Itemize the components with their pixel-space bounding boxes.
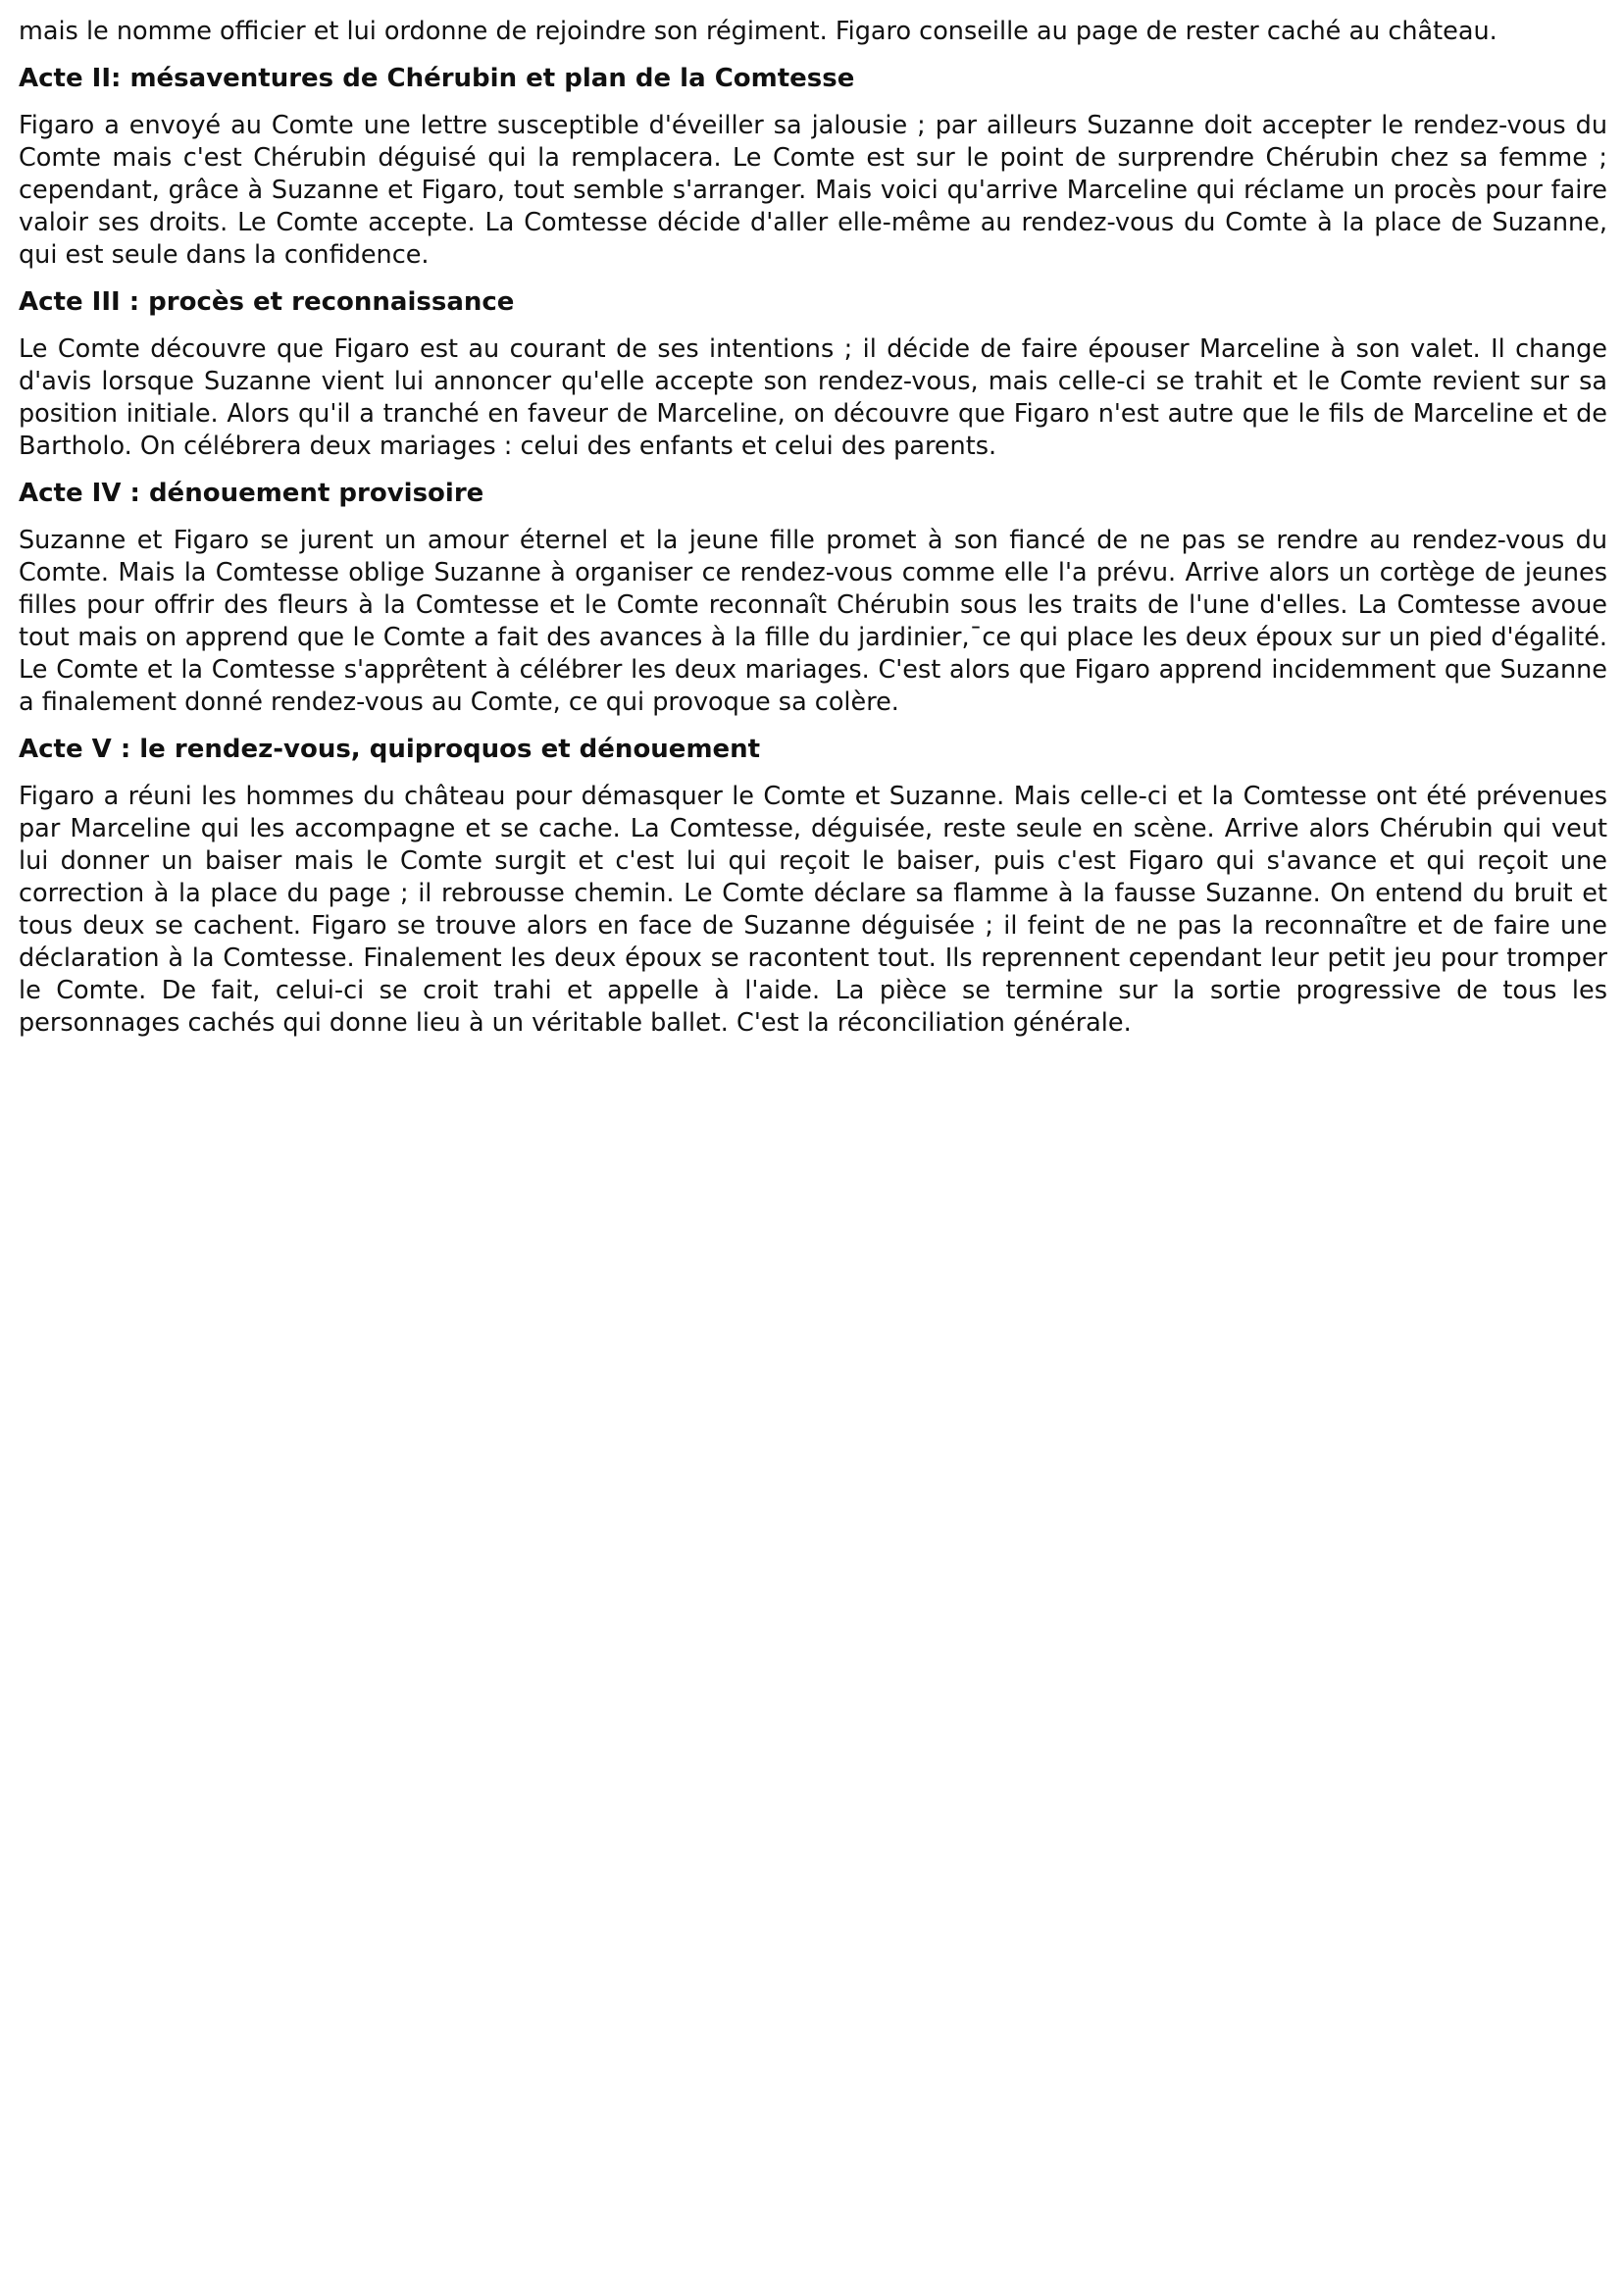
section-paragraph-acte-4: Suzanne et Figaro se jurent un amour éternel et la jeune fille promet à son fiancé de ne pas se rendre au rendez-vous du Comte. Mais la Comtesse oblige Suzanne à organiser ce rendez-vous comme elle l'a prévu. Arrive alors un cortège de jeunes filles pour offrir des fleurs à la Comtesse et le Comte reconnaît Chérubin sous les traits de l'une d'elles. La Comtesse avoue tout mais on apprend que le Comte a fait des avances à la fille du jardinier,¯ce qui place les deux époux sur un pied d'égalité. Le Comte et la Comtesse s'apprêtent à célébrer les deux mariages. C'est alors que Figaro apprend incidemment que Suzanne a finalement donné rendez-vous au Comte, ce qui provoque sa colère. [19,526,1607,717]
section-paragraph-acte-3: Le Comte découvre que Figaro est au courant de ses intentions ; il décide de faire épouser Marceline à son valet. Il change d'avis lorsque Suzanne vient lui annoncer qu'elle accepte son rendez-vous, mais celle-ci se trahit et le Comte revient sur sa position initiale. Alors qu'il a tranché en faveur de Marceline, on découvre que Figaro n'est autre que le fils de Marceline et de Bartholo. On célébrera deux mariages : celui des enfants et celui des parents. [19,334,1607,461]
section-heading-acte-5: Acte V : le rendez-vous, quiproquos et dénouement [19,735,761,764]
document-page [19,16,1607,1054]
section-paragraph-acte-5: Figaro a réuni les hommes du château pour démasquer le Comte et Suzanne. Mais celle-ci et la Comtesse ont été prévenues par Marceline qui les accompagne et se cache. La Comtesse, déguisée, reste seule en scène. Arrive alors Chérubin qui veut lui donner un baiser mais le Comte surgit et c'est lui qui reçoit le baiser, puis c'est Figaro qui s'avance et qui reçoit une correction à la place du page ; il rebrousse chemin. Le Comte déclare sa flamme à la fausse Suzanne. On entend du bruit et tous deux se cachent. Figaro se trouve alors en face de Suzanne déguisée ; il feint de ne pas la reconnaître et de faire une déclaration à la Comtesse. Finalement les deux époux se racontent tout. Ils reprennent cependant leur petit jeu pour tromper le Comte. De fait, celui-ci se croit trahi et appelle à l'aide. La pièce se termine sur la sortie progressive de tous les personnages cachés qui donne lieu à un véritable ballet. C'est la réconciliation générale. [19,782,1607,1038]
intro-paragraph: mais le nomme officier et lui ordonne de rejoindre son régiment. Figaro conseille au page de rester caché au château. [19,17,1497,46]
section-heading-acte-3: Acte III : procès et reconnaissance [19,287,515,317]
section-paragraph-acte-2: Figaro a envoyé au Comte une lettre susceptible d'éveiller sa jalousie ; par ailleurs Suzanne doit accepter le rendez-vous du Comte mais c'est Chérubin déguisé qui la remplacera. Le Comte est sur le point de surprendre Chérubin chez sa femme ; cependant, grâce à Suzanne et Figaro, tout semble s'arranger. Mais voici qu'arrive Marceline qui réclame un procès pour faire valoir ses droits. Le Comte accepte. La Comtesse décide d'aller elle-même au rendez-vous du Comte à la place de Suzanne, qui est seule dans la confidence. [19,111,1607,270]
section-heading-acte-4: Acte IV : dénouement provisoire [19,479,484,508]
section-heading-acte-2: Acte II: mésaventures de Chérubin et plan de la Comtesse [19,64,855,93]
